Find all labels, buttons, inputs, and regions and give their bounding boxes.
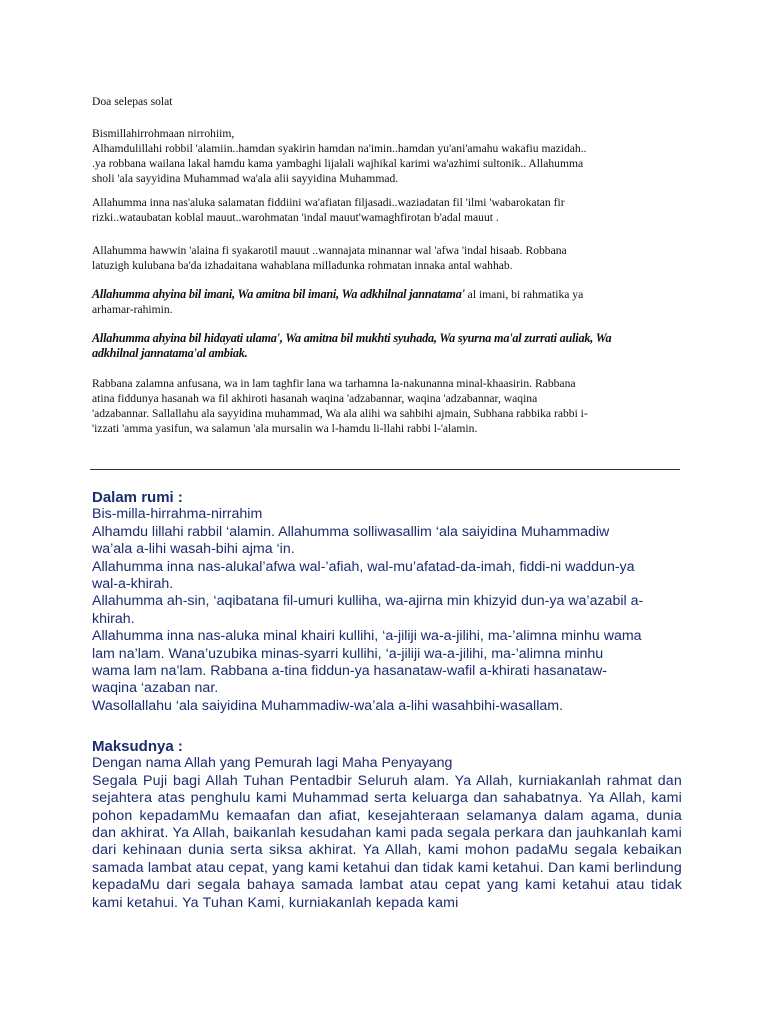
regular-prayer-text: al imani, bi rahmatika ya arhamar-rahimin. (92, 288, 584, 316)
horizontal-divider (90, 469, 680, 470)
prayer-paragraph-6 (92, 376, 682, 436)
italic-prayer-text: Allahumma ahyina bil imani, Wa amitna bil imani, Wa adkhilnal jannatama' (92, 287, 465, 301)
paragraph-text: Rabbana zalamna anfusana, wa in lam taghfir lana wa tarhamna la-nakunanna minal-khaasirin. Rabbana atina fiddunya hasanah wa fil akhiroti hasanah waqina 'adzabannar, waqina 'adzabannar, waqina 'adzabannar. Sallallahu ala sayyidina muhammad, Wa ala alihi wa sahbihi ajmain, Subhana rabbika rabbi i- 'izzati 'amma yasifun, wa salamun 'ala mursalin wa l-hamdu li-llahi rabbi l-'alamin. (92, 377, 588, 435)
paragraph-text: Bismillahirrohmaan nirrohiim, Alhamdulillahi robbil 'alamiin..hamdan syakirin hamdan na'imin..hamdan yu'ani'amahu wakafiu mazidah.. .ya robbana wailana lakal hamdu kama yambaghi lijalali wajhikal karimi wa'azhimi sultonik.. Allahumma sholi 'ala sayyidina Muhammad wa'ala alii sayyidina Muhammad. (92, 127, 587, 185)
paragraph-text (92, 287, 682, 317)
italic-prayer-text: Allahumma ahyina bil hidayati ulama', Wa amitna bil mukhti syuhada, Wa syurna ma'al zurrati auliak, Wa adkhilnal jannatama'al ambiak. (92, 331, 612, 360)
rumi-heading: Dalam rumi : (92, 489, 183, 506)
meaning-heading: Maksudnya : (92, 738, 183, 755)
prayer-paragraph-1 (92, 126, 682, 186)
paragraph-text: Allahumma hawwin 'alaina fi syakarotil mauut ..wannajata minannar wal 'afwa 'indal hisaab. Robbana latuzigh kulubana ba'da izhadaitana wahablana milladunka rohmatan innaka antal wahhab. (92, 244, 567, 272)
rumi-body: Bis-milla-hirrahma-nirrahim Alhamdu lillahi rabbil ‘alamin. Allahumma solliwasallim ‘ala saiyidina Muhammadiw wa’ala a-lihi wasah-bihi ajma ‘in. Allahumma inna nas-alukal’afwa wal-’afiah, wal-mu’afatad-da-imah, fiddi-ni waddun-ya wal-a-khirah. Allahumma ah-sin, ‘aqibatana fil-umuri kulliha, wa-ajirna min khizyid dun-ya wa’azabil a- khirah. Allahumma inna nas-aluka minal khairi kullihi, ‘a-jiliji wa-a-jilihi, ma-’alimna minhu wama lam na’lam. Wana’uzubika minas-syarri kullihi, ‘a-jiliji wa-a-jilihi, ma-’alimna minhu wama lam na’lam. Rabbana a-tina fiddun-ya hasanataw-wafil a-khirati hasanataw- waqina ‘azaban nar. Wasollallahu ‘ala saiyidina Muhammadiw-wa’ala a-lihi wasahbihi-wasallam. (92, 506, 644, 714)
prayer-paragraph-2 (92, 195, 682, 225)
meaning-section (92, 738, 682, 912)
prayer-paragraph-4 (92, 287, 682, 317)
document-title (92, 94, 692, 109)
rumi-section (92, 489, 692, 715)
prayer-paragraph-3 (92, 243, 682, 273)
meaning-first-line: Dengan nama Allah yang Pemurah lagi Maha Penyayang (92, 755, 453, 772)
title-text: Doa selepas solat (92, 95, 173, 108)
paragraph-text: Allahumma inna nas'aluka salamatan fiddiini wa'afiatan filjasadi..waziadatan fil 'ilmi 'wabarokatan fir rizki..wataubatan koblal mauut..warohmatan 'indal mauut'wamaghfirotan b'adal mauut . (92, 196, 565, 224)
prayer-paragraph-5 (92, 331, 682, 361)
meaning-body: Segala Puji bagi Allah Tuhan Pentadbir Seluruh alam. Ya Allah, kurniakanlah rahmat dan sejahtera atas penghulu kami Muhammad serta keluarga dan sahabatnya. Ya Allah, kami pohon kepadamMu kemaafan dan afiat, kesejahteraan selamanya dalam agama, dunia dan akhirat. Ya Allah, baikanlah kesudahan kami pada segala perkara dan jauhkanlah kami dari kehinaan dunia serta siksa akhirat. Ya Allah, kami mohon padaMu segala kebaikan samada lambat atau cepat, yang kami ketahui dan tidak kami ketahui. Dan kami berlindung kepadaMu dari segala bahaya samada lambat atau cepat yang kami ketahui atau tidak kami ketahui. Ya Tuhan Kami, kurniakanlah kepada kami (92, 772, 682, 911)
